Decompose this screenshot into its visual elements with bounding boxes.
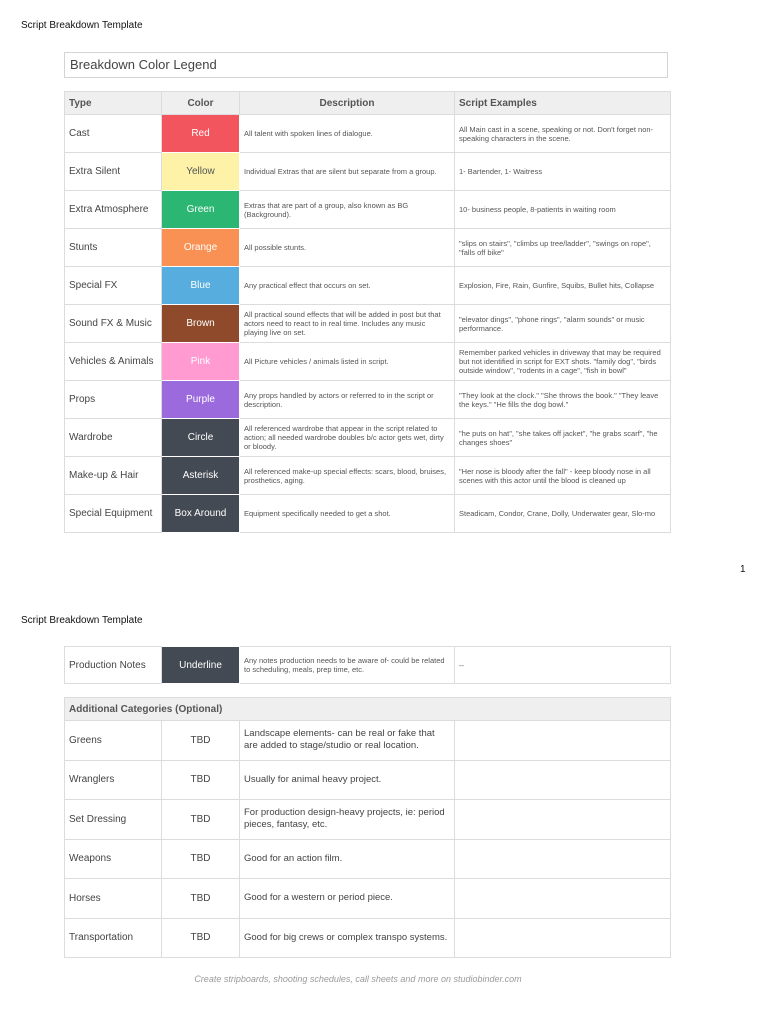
type-cell: Special FX <box>65 267 162 305</box>
color-swatch: Red <box>162 115 240 153</box>
table-header-row <box>65 92 671 115</box>
color-swatch: Yellow <box>162 153 240 191</box>
type-cell: Special Equipment <box>65 495 162 533</box>
description-cell: Usually for animal heavy project. <box>240 760 455 800</box>
footer-note: Create stripboards, shooting schedules, call sheets and more on studiobinder.com <box>194 974 522 984</box>
description-cell: Any practical effect that occurs on set. <box>240 267 455 305</box>
additional-categories-title: Additional Categories (Optional) <box>65 698 671 721</box>
type-cell: Cast <box>65 115 162 153</box>
column-header-type: Type <box>65 92 162 115</box>
type-cell: Extra Atmosphere <box>65 191 162 229</box>
description-cell: Landscape elements- can be real or fake that are added to stage/studio or real location. <box>240 721 455 761</box>
example-cell: "Her nose is bloody after the fall" - keep bloody nose in all scenes with this actor until the blood is cleaned up <box>455 457 671 495</box>
example-cell <box>455 839 671 879</box>
table-header-row <box>65 698 671 721</box>
type-cell: Make-up & Hair <box>65 457 162 495</box>
table-row <box>65 760 671 800</box>
color-swatch: Underline <box>162 647 240 684</box>
color-cell: TBD <box>162 721 240 761</box>
table-row <box>65 419 671 457</box>
description-cell: All practical sound effects that will be added in post but that actors need to react to in real time. Includes any music playing live on set. <box>240 305 455 343</box>
description-cell: All referenced make-up special effects: scars, blood, bruises, prosthetics, aging. <box>240 457 455 495</box>
table-row <box>65 495 671 533</box>
type-cell: Greens <box>65 721 162 761</box>
table-row <box>65 647 671 684</box>
column-header-color: Color <box>162 92 240 115</box>
table-row <box>65 879 671 919</box>
example-cell: "They look at the clock." "She throws the book." "They leave the keys." "He fills the dog bowl." <box>455 381 671 419</box>
color-cell: TBD <box>162 760 240 800</box>
description-cell: Extras that are part of a group, also known as BG (Background). <box>240 191 455 229</box>
example-cell: "slips on stairs", "climbs up tree/ladder", "swings on rope", "falls off bike" <box>455 229 671 267</box>
breakdown-color-table <box>64 91 671 533</box>
example-cell <box>455 721 671 761</box>
example-cell: Explosion, Fire, Rain, Gunfire, Squibs, Bullet hits, Collapse <box>455 267 671 305</box>
description-cell: For production design-heavy projects, ie: period pieces, fantasy, etc. <box>240 800 455 840</box>
example-cell: -- <box>455 647 671 684</box>
example-cell <box>455 760 671 800</box>
description-cell: Good for a western or period piece. <box>240 879 455 919</box>
table-row <box>65 918 671 958</box>
color-swatch: Purple <box>162 381 240 419</box>
type-cell: Wardrobe <box>65 419 162 457</box>
example-cell <box>455 918 671 958</box>
production-notes-table <box>64 646 671 684</box>
color-swatch: Box Around <box>162 495 240 533</box>
type-cell: Weapons <box>65 839 162 879</box>
color-swatch: Asterisk <box>162 457 240 495</box>
type-cell: Props <box>65 381 162 419</box>
column-header-description: Description <box>240 92 455 115</box>
table-row <box>65 229 671 267</box>
type-cell: Sound FX & Music <box>65 305 162 343</box>
example-cell: "elevator dings", "phone rings", "alarm sounds" or music performance. <box>455 305 671 343</box>
table-row <box>65 839 671 879</box>
type-cell: Production Notes <box>65 647 162 684</box>
description-cell: All possible stunts. <box>240 229 455 267</box>
color-swatch: Green <box>162 191 240 229</box>
page-header: Script Breakdown Template <box>21 615 143 626</box>
description-cell: All Picture vehicles / animals listed in script. <box>240 343 455 381</box>
page-header: Script Breakdown Template <box>21 20 143 31</box>
type-cell: Stunts <box>65 229 162 267</box>
example-cell <box>455 879 671 919</box>
table-row <box>65 381 671 419</box>
table-row <box>65 267 671 305</box>
type-cell: Vehicles & Animals <box>65 343 162 381</box>
description-cell: Good for an action film. <box>240 839 455 879</box>
example-cell: Remember parked vehicles in driveway that may be required but not identified in script for EXT shots. "family dog", "birds outside window", "rodents in a cage", "fish in bowl" <box>455 343 671 381</box>
color-cell: TBD <box>162 800 240 840</box>
description-cell: All talent with spoken lines of dialogue. <box>240 115 455 153</box>
type-cell: Horses <box>65 879 162 919</box>
description-cell: All referenced wardrobe that appear in the script related to action; all needed wardrobe doubles b/c actor gets wet, dirty or bloody. <box>240 419 455 457</box>
example-cell: 1- Bartender, 1- Waitress <box>455 153 671 191</box>
color-swatch: Blue <box>162 267 240 305</box>
color-cell: TBD <box>162 918 240 958</box>
table-row <box>65 153 671 191</box>
color-swatch: Circle <box>162 419 240 457</box>
example-cell: Steadicam, Condor, Crane, Dolly, Underwater gear, Slo-mo <box>455 495 671 533</box>
table-row <box>65 191 671 229</box>
table-row <box>65 115 671 153</box>
color-swatch: Pink <box>162 343 240 381</box>
type-cell: Transportation <box>65 918 162 958</box>
description-cell: Good for big crews or complex transpo systems. <box>240 918 455 958</box>
table-row <box>65 343 671 381</box>
example-cell: All Main cast in a scene, speaking or not. Don't forget non-speaking characters in the scene. <box>455 115 671 153</box>
table-row <box>65 457 671 495</box>
example-cell: "he puts on hat", "she takes off jacket", "he grabs scarf", "he changes shoes" <box>455 419 671 457</box>
type-cell: Extra Silent <box>65 153 162 191</box>
color-swatch: Brown <box>162 305 240 343</box>
table-row <box>65 721 671 761</box>
additional-categories-table <box>64 697 671 958</box>
description-cell: Individual Extras that are silent but separate from a group. <box>240 153 455 191</box>
description-cell: Any props handled by actors or referred to in the script or description. <box>240 381 455 419</box>
table-row <box>65 800 671 840</box>
column-header-script-examples: Script Examples <box>455 92 671 115</box>
description-cell: Any notes production needs to be aware of- could be related to scheduling, meals, prep time, etc. <box>240 647 455 684</box>
page-number: 1 <box>740 564 746 575</box>
type-cell: Set Dressing <box>65 800 162 840</box>
description-cell: Equipment specifically needed to get a shot. <box>240 495 455 533</box>
example-cell: 10- business people, 8-patients in waiting room <box>455 191 671 229</box>
color-swatch: Orange <box>162 229 240 267</box>
legend-title: Breakdown Color Legend <box>64 52 668 78</box>
table-row <box>65 305 671 343</box>
example-cell <box>455 800 671 840</box>
type-cell: Wranglers <box>65 760 162 800</box>
color-cell: TBD <box>162 839 240 879</box>
color-cell: TBD <box>162 879 240 919</box>
